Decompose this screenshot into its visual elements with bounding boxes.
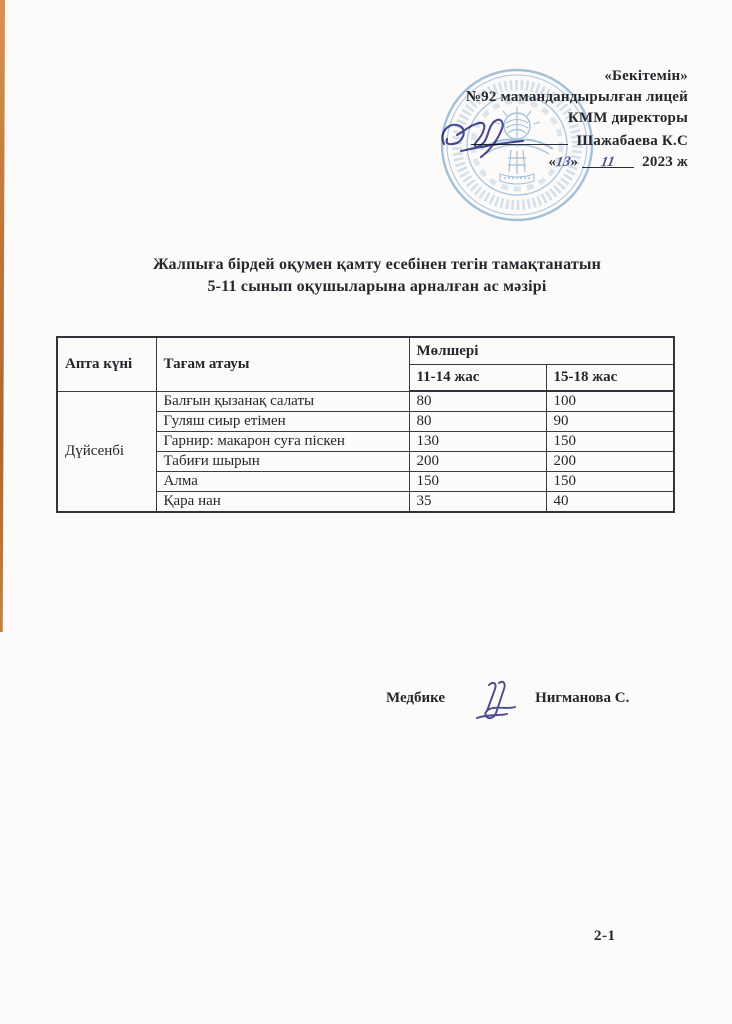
nurse-signature-icon <box>467 677 521 723</box>
director-role: КММ директоры <box>567 110 688 126</box>
director-signature-icon <box>430 106 552 162</box>
portion-11-14: 130 <box>409 432 546 452</box>
nurse-name: Нигманова С. <box>535 690 630 706</box>
portion-11-14: 35 <box>409 492 546 513</box>
quote-open: « <box>548 154 557 170</box>
portion-15-18: 90 <box>546 412 674 432</box>
column-header-dish: Тағам атауы <box>156 337 409 391</box>
column-header-age-11-14: 11-14 жас <box>409 365 546 392</box>
dish-name: Табиғи шырын <box>156 452 409 472</box>
title-line-1: Жалпыға бірдей оқумен қамту есебінен тегін тамақтанатын <box>152 256 602 273</box>
column-header-amount: Мөлшері <box>409 337 674 365</box>
portion-15-18: 150 <box>546 432 674 452</box>
handwritten-month: 11 <box>599 154 617 171</box>
portion-15-18: 150 <box>546 472 674 492</box>
dish-name: Гуляш сиыр етімен <box>156 412 409 432</box>
dish-name: Қара нан <box>156 492 409 513</box>
portion-11-14: 200 <box>409 452 546 472</box>
portion-11-14: 80 <box>409 412 546 432</box>
portion-11-14: 150 <box>409 472 546 492</box>
weekday-cell: Дүйсенбі <box>57 391 156 512</box>
scan-edge-artifact <box>0 0 5 632</box>
portion-15-18: 100 <box>546 391 674 412</box>
dish-name: Алма <box>156 472 409 492</box>
portion-11-14: 80 <box>409 391 546 412</box>
director-name: Шажабаева К.С <box>576 133 688 149</box>
column-header-age-15-18: 15-18 жас <box>546 365 674 392</box>
dish-name: Гарнир: макарон суға піскен <box>156 432 409 452</box>
document-title <box>22 254 732 298</box>
menu-table <box>56 336 675 513</box>
portion-15-18: 200 <box>546 452 674 472</box>
nurse-role-label: Медбике <box>386 690 446 706</box>
dish-name: Балғын қызанақ салаты <box>156 391 409 412</box>
approval-word: «Бекітемін» <box>604 68 688 84</box>
title-line-2: 5-11 сынып оқушыларына арналған ас мәзірі <box>207 278 547 295</box>
year-text: 2023 ж <box>642 154 688 170</box>
quote-close: » <box>570 154 579 170</box>
month-underline <box>582 152 634 171</box>
page-number: 2-1 <box>594 928 616 944</box>
portion-15-18: 40 <box>546 492 674 513</box>
school-name: №92 мамандандырылған лицей <box>465 89 688 105</box>
column-header-day: Апта күні <box>57 337 156 391</box>
handwritten-day: 13 <box>554 154 572 171</box>
nurse-signoff <box>386 689 629 723</box>
